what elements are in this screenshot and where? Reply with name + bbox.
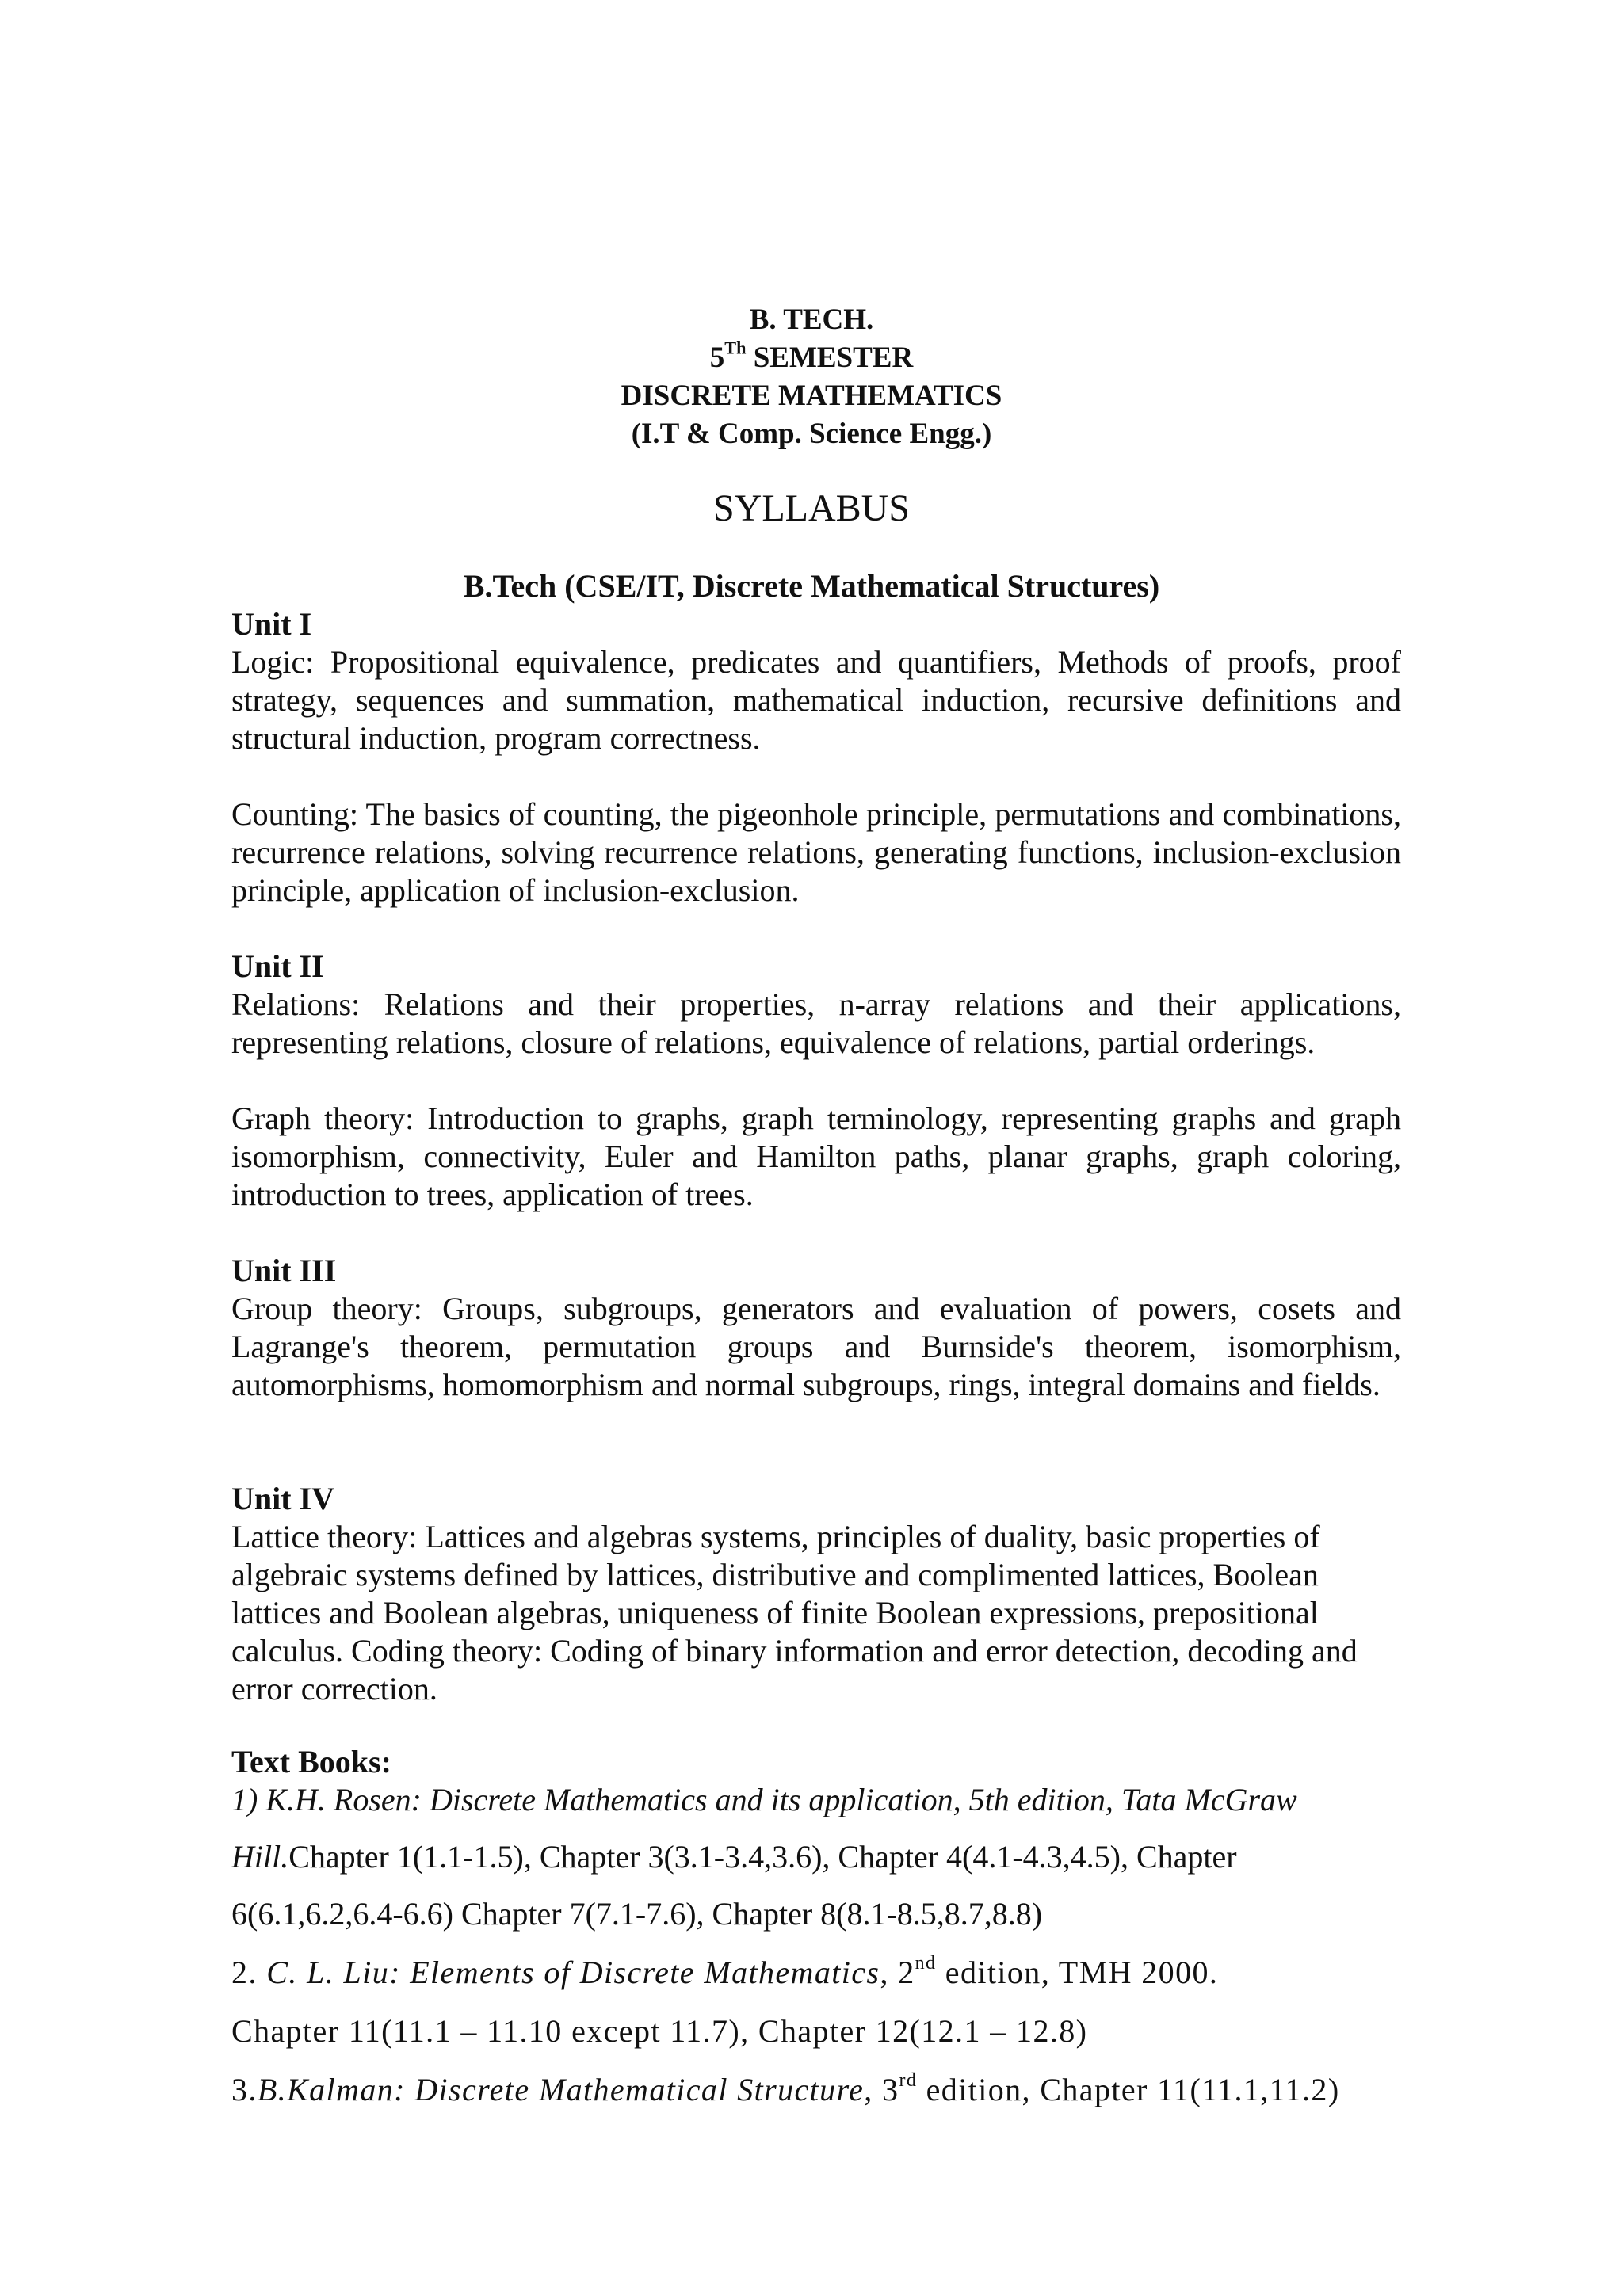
reference-italic: Hill.	[231, 1839, 289, 1875]
semester-number: 5	[709, 341, 725, 374]
reference-2-line-2: Chapter 11(11.1 – 11.10 except 11.7), Chapter 12(12.1 – 12.8)	[231, 2013, 1088, 2049]
unit-line: calculus. Coding theory: Coding of binary information and error detection, decoding and	[231, 1633, 1358, 1669]
unit-2-graph	[231, 1100, 1401, 1214]
text-books-heading: Text Books:	[231, 1744, 391, 1779]
unit-line: lattices and Boolean algebras, uniqueness of finite Boolean expressions, prepositional	[231, 1595, 1319, 1630]
reference-text: , 3	[864, 2072, 899, 2107]
reference-number: 2.	[231, 1955, 267, 1990]
degree-heading: B. TECH.	[749, 303, 874, 336]
unit-line: error correction.	[231, 1671, 437, 1707]
unit-paragraph: Logic: Propositional equivalence, predicates and quantifiers, Methods of proofs, proof strategy, sequences and summation, mathematical induction, recursive definitions and structural induction, program correctness.	[231, 644, 1401, 756]
reference-1-line-2	[231, 1838, 1420, 1876]
semester-heading	[0, 339, 1623, 377]
unit-3	[231, 1252, 1401, 1404]
reference-text: edition, TMH 2000.	[936, 1955, 1219, 1990]
semester-label: SEMESTER	[746, 341, 914, 374]
unit-paragraph: Counting: The basics of counting, the pigeonhole principle, permutations and combinations, recurrence relations, solving recurrence relations, generating functions, inclusion-exclusion principle, application of inclusion-exclusion.	[231, 796, 1401, 908]
unit-heading: Unit II	[231, 948, 324, 984]
reference-superscript: nd	[915, 1953, 937, 1974]
unit-heading: Unit I	[231, 606, 312, 642]
reference-3-line-1	[231, 2071, 1420, 2109]
reference-2-line-1	[231, 1954, 1420, 1992]
unit-1-counting	[231, 795, 1401, 910]
unit-heading: Unit IV	[231, 1481, 335, 1516]
reference-superscript: rd	[899, 2070, 918, 2091]
reference-text: edition, Chapter 11(11.1,11.2)	[917, 2072, 1340, 2107]
unit-paragraph: Group theory: Groups, subgroups, generators and evaluation of powers, cosets and Lagrange's theorem, permutation groups and Burnside's theorem, isomorphism, automorphisms, homomorphism and normal subgroups, rings, integral domains and fields.	[231, 1291, 1401, 1402]
unit-line: algebraic systems defined by lattices, distributive and complimented lattices, Boolean	[231, 1557, 1319, 1592]
branch-heading: (I.T & Comp. Science Engg.)	[631, 418, 992, 450]
unit-1	[231, 605, 1401, 757]
unit-4	[231, 1480, 1401, 1708]
reference-1-line-1: 1) K.H. Rosen: Discrete Mathematics and its application, 5th edition, Tata McGraw	[231, 1782, 1297, 1817]
course-subtitle: B.Tech (CSE/IT, Discrete Mathematical Structures)	[463, 568, 1160, 604]
unit-paragraph: Graph theory: Introduction to graphs, graph terminology, representing graphs and graph isomorphism, connectivity, Euler and Hamilton paths, planar graphs, graph coloring, introduction to trees, application of trees.	[231, 1100, 1401, 1212]
reference-text: Chapter 1(1.1-1.5), Chapter 3(3.1-3.4,3.6), Chapter 4(4.1-4.3,4.5), Chapter	[288, 1839, 1237, 1875]
reference-text: , 2	[880, 1955, 915, 1990]
unit-heading: Unit III	[231, 1253, 337, 1288]
unit-paragraph: Relations: Relations and their properties, n-array relations and their applications, representing relations, closure of relations, equivalence of relations, partial orderings.	[231, 986, 1401, 1060]
reference-1-line-3: 6(6.1,6.2,6.4-6.6) Chapter 7(7.1-7.6), Chapter 8(8.1-8.5,8.7,8.8)	[231, 1896, 1043, 1932]
unit-line: Lattice theory: Lattices and algebras systems, principles of duality, basic properties of	[231, 1519, 1320, 1554]
reference-number: 3.	[231, 2072, 258, 2107]
reference-italic: C. L. Liu: Elements of Discrete Mathematics	[266, 1955, 880, 1990]
reference-italic: B.Kalman: Discrete Mathematical Structure	[257, 2072, 865, 2107]
syllabus-title: SYLLABUS	[712, 487, 911, 529]
unit-2	[231, 948, 1401, 1062]
semester-superscript: Th	[724, 338, 747, 358]
course-heading: DISCRETE MATHEMATICS	[621, 379, 1002, 412]
